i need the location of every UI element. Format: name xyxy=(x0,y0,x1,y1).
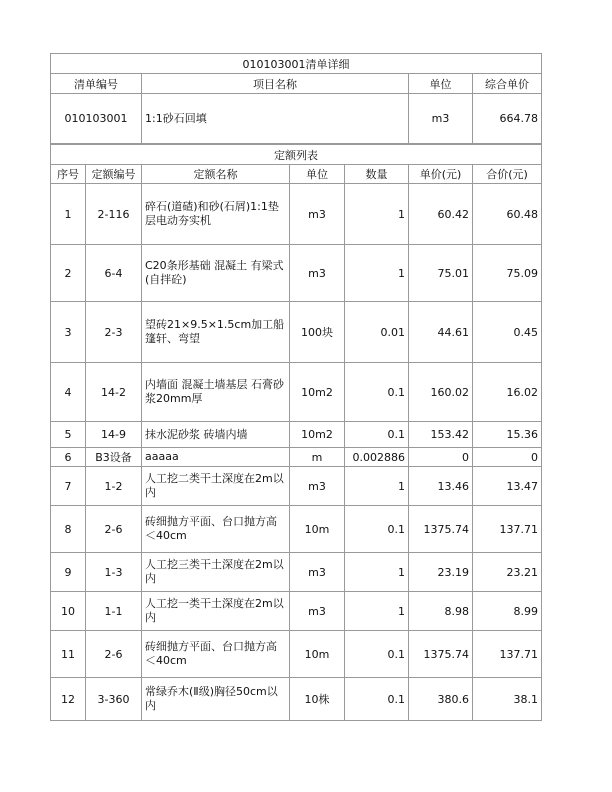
row-name: 抹水泥砂浆 砖墙内墙 xyxy=(142,422,290,448)
col-header-unit: 单位 xyxy=(290,165,345,184)
row-total: 60.48 xyxy=(473,184,542,245)
row-price: 13.46 xyxy=(409,467,473,506)
row-qty: 1 xyxy=(345,592,409,631)
table-row xyxy=(51,184,542,245)
row-code: 3-360 xyxy=(86,678,142,721)
row-qty: 0.1 xyxy=(345,422,409,448)
row-name: 人工挖一类干土深度在2m以内 xyxy=(142,592,290,631)
row-unit: 10m2 xyxy=(290,422,345,448)
row-name: 砖细抛方平面、台口抛方高＜40cm xyxy=(142,506,290,553)
row-name: 人工挖二类干土深度在2m以内 xyxy=(142,467,290,506)
row-name: 常绿乔木(Ⅱ级)胸径50cm以内 xyxy=(142,678,290,721)
row-code: 2-116 xyxy=(86,184,142,245)
header-bill-code: 清单编号 xyxy=(51,74,142,94)
row-unit: 10m xyxy=(290,506,345,553)
row-name: 人工挖三类干土深度在2m以内 xyxy=(142,553,290,592)
header-item-name: 项目名称 xyxy=(142,74,409,94)
row-code: 14-2 xyxy=(86,363,142,422)
row-unit: m3 xyxy=(290,245,345,302)
row-price: 8.98 xyxy=(409,592,473,631)
row-total: 8.99 xyxy=(473,592,542,631)
table-row xyxy=(51,245,542,302)
table-row xyxy=(51,678,542,721)
row-unit: 10m xyxy=(290,631,345,678)
col-header-code: 定额编号 xyxy=(86,165,142,184)
row-unit: m3 xyxy=(290,592,345,631)
row-name: C20条形基础 混凝土 有梁式(自拌砼) xyxy=(142,245,290,302)
col-header-no: 序号 xyxy=(51,165,86,184)
table-row xyxy=(51,506,542,553)
row-total: 137.71 xyxy=(473,631,542,678)
table-row xyxy=(51,592,542,631)
row-qty: 0.01 xyxy=(345,302,409,363)
table-row xyxy=(51,302,542,363)
row-unit: m3 xyxy=(290,553,345,592)
row-price: 160.02 xyxy=(409,363,473,422)
row-code: 1-1 xyxy=(86,592,142,631)
row-no: 11 xyxy=(51,631,86,678)
row-no: 12 xyxy=(51,678,86,721)
row-no: 3 xyxy=(51,302,86,363)
row-unit: 10株 xyxy=(290,678,345,721)
row-total: 0 xyxy=(473,448,542,467)
row-total: 38.1 xyxy=(473,678,542,721)
row-name: 碎石(道碴)和砂(石屑)1:1垫层电动夯实机 xyxy=(142,184,290,245)
row-no: 7 xyxy=(51,467,86,506)
row-total: 23.21 xyxy=(473,553,542,592)
row-price: 1375.74 xyxy=(409,631,473,678)
table-row xyxy=(51,363,542,422)
row-unit: m3 xyxy=(290,467,345,506)
row-code: 1-3 xyxy=(86,553,142,592)
row-code: 6-4 xyxy=(86,245,142,302)
row-total: 16.02 xyxy=(473,363,542,422)
table-row xyxy=(51,448,542,467)
quota-list-title: 定额列表 xyxy=(51,145,542,165)
row-qty: 0.1 xyxy=(345,506,409,553)
row-no: 8 xyxy=(51,506,86,553)
row-name: aaaaa xyxy=(142,448,290,467)
row-name: 砖细抛方平面、台口抛方高＜40cm xyxy=(142,631,290,678)
header-unit-price: 综合单价 xyxy=(473,74,542,94)
item-unit-price: 664.78 xyxy=(473,94,542,144)
row-price: 44.61 xyxy=(409,302,473,363)
row-unit: 100块 xyxy=(290,302,345,363)
row-code: 14-9 xyxy=(86,422,142,448)
bill-detail-title: 010103001清单详细 xyxy=(51,54,542,74)
row-price: 60.42 xyxy=(409,184,473,245)
row-name: 望砖21×9.5×1.5cm加工船篷轩、弯望 xyxy=(142,302,290,363)
row-unit: m3 xyxy=(290,184,345,245)
row-qty: 0.1 xyxy=(345,363,409,422)
row-price: 380.6 xyxy=(409,678,473,721)
bill-code: 010103001 xyxy=(51,94,142,144)
row-unit: 10m2 xyxy=(290,363,345,422)
row-name: 内墙面 混凝土墙基层 石膏砂浆20mm厚 xyxy=(142,363,290,422)
item-unit: m3 xyxy=(409,94,473,144)
row-code: 1-2 xyxy=(86,467,142,506)
row-qty: 1 xyxy=(345,184,409,245)
row-price: 0 xyxy=(409,448,473,467)
row-qty: 1 xyxy=(345,467,409,506)
table-row xyxy=(51,553,542,592)
row-qty: 1 xyxy=(345,245,409,302)
row-price: 1375.74 xyxy=(409,506,473,553)
row-total: 0.45 xyxy=(473,302,542,363)
row-unit: m xyxy=(290,448,345,467)
row-no: 9 xyxy=(51,553,86,592)
row-code: B3设备 xyxy=(86,448,142,467)
quota-table xyxy=(50,144,542,721)
table-row xyxy=(51,467,542,506)
table-row xyxy=(51,422,542,448)
col-header-name: 定额名称 xyxy=(142,165,290,184)
row-no: 10 xyxy=(51,592,86,631)
table-row xyxy=(51,631,542,678)
col-header-qty: 数量 xyxy=(345,165,409,184)
row-total: 75.09 xyxy=(473,245,542,302)
row-qty: 0.1 xyxy=(345,678,409,721)
row-code: 2-6 xyxy=(86,506,142,553)
row-no: 5 xyxy=(51,422,86,448)
row-qty: 0.002886 xyxy=(345,448,409,467)
row-qty: 0.1 xyxy=(345,631,409,678)
row-total: 15.36 xyxy=(473,422,542,448)
row-total: 137.71 xyxy=(473,506,542,553)
row-total: 13.47 xyxy=(473,467,542,506)
row-qty: 1 xyxy=(345,553,409,592)
row-price: 23.19 xyxy=(409,553,473,592)
row-price: 75.01 xyxy=(409,245,473,302)
row-code: 2-3 xyxy=(86,302,142,363)
row-no: 1 xyxy=(51,184,86,245)
row-no: 2 xyxy=(51,245,86,302)
row-no: 4 xyxy=(51,363,86,422)
row-price: 153.42 xyxy=(409,422,473,448)
row-code: 2-6 xyxy=(86,631,142,678)
bill-summary-table xyxy=(50,53,542,144)
col-header-total: 合价(元) xyxy=(473,165,542,184)
item-name: 1:1砂石回填 xyxy=(142,94,409,144)
row-no: 6 xyxy=(51,448,86,467)
header-unit: 单位 xyxy=(409,74,473,94)
col-header-price: 单价(元) xyxy=(409,165,473,184)
